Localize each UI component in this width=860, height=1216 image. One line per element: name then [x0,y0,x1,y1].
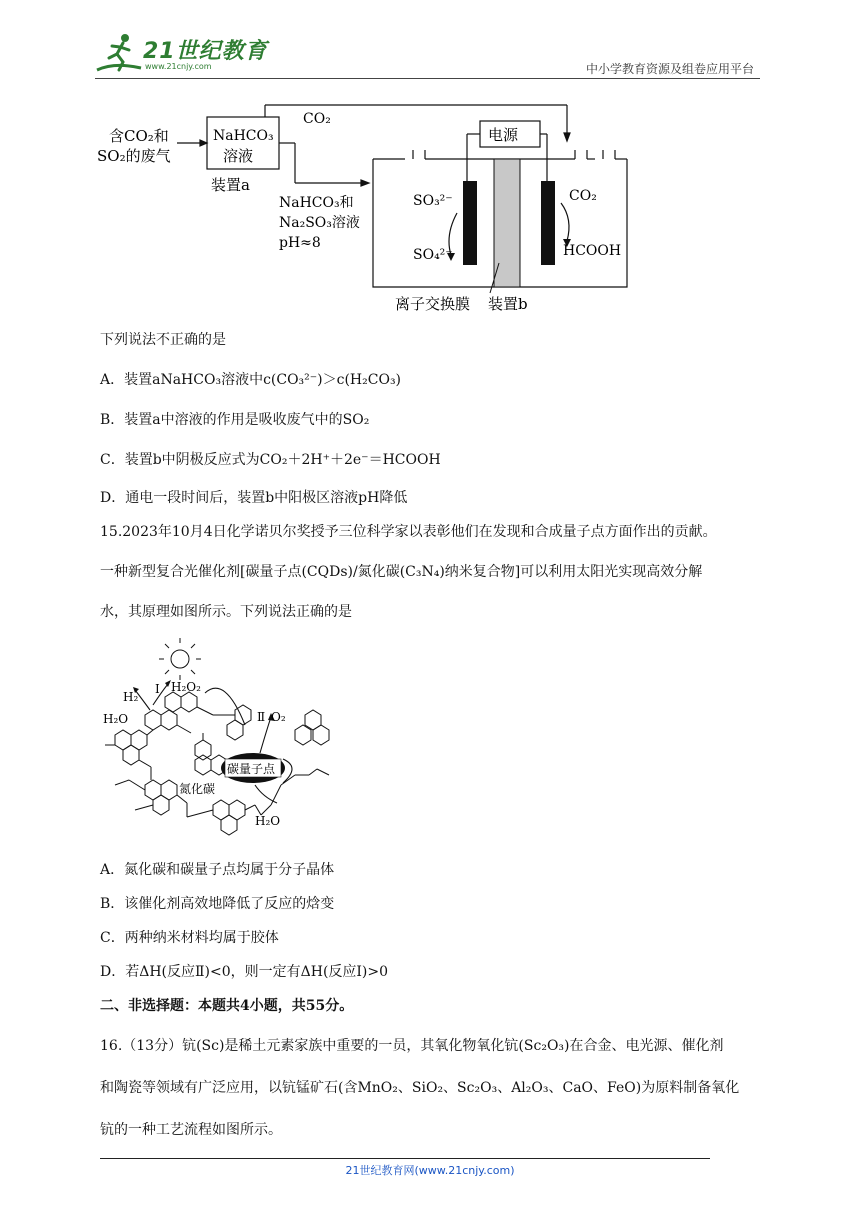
co2-right-label: CO₂ [569,188,597,204]
logo-url: www.21cnjy.com [145,62,212,71]
q15-option-c: C．两种纳米材料均属于胶体 [100,930,279,946]
h2o-bottom-label: H₂O [255,814,281,828]
q15-option-a: A．氮化碳和碳量子点均属于分子晶体 [100,862,335,878]
photocatalyst-diagram [95,635,345,845]
q15-line-1: 15.2023年10月4日化学诺贝尔奖授予三位科学家以表彰他们在发现和合成量子点方面作出的贡献。 [100,524,717,540]
roman-one-label: Ⅰ [155,682,160,696]
header-divider [95,78,760,79]
electrolysis-diagram [95,95,655,320]
sun-icon [159,638,201,680]
logo-name: 21世纪教育 [143,39,268,64]
q16-line-3: 钪的一种工艺流程如图所示。 [100,1122,282,1138]
h2-label: H₂ [123,690,139,704]
roman-two-label: Ⅱ [257,710,266,724]
h2o-left-label: H₂O [103,712,129,726]
device-b-label: 装置b [488,295,528,313]
q14-option-a: A．装置aNaHCO₃溶液中c(CO₃²⁻)＞c(H₂CO₃) [100,372,402,388]
q15-option-b: B．该催化剂高效地降低了反应的焓变 [100,896,335,912]
membrane-label: 离子交换膜 [395,295,471,313]
quantum-dot-label: 碳量子点 [227,762,276,776]
carbon-nitride-label: 氮化碳 [179,782,216,796]
anode-electrode [463,181,477,265]
solution-label-2: Na₂SO₃溶液 [279,215,360,231]
device-a-label: 装置a [211,176,250,194]
waste-gas-label-2: SO₂的废气 [97,147,171,165]
footer-text: 21世纪教育网(www.21cnjy.com) [345,1164,515,1177]
q15-option-d: D．若ΔH(反应Ⅱ)<0，则一定有ΔH(反应Ⅰ)>0 [100,964,389,980]
hcooh-label: HCOOH [563,243,622,259]
h2o2-label: H₂O₂ [171,680,201,694]
carbon-nitride-network [105,692,329,835]
q15-line-2: 一种新型复合光催化剂[碳量子点(CQDs)/氮化碳(C₃N₄)纳米复合物]可以利用太阳光实现高效分解 [100,564,703,580]
q16-line-2: 和陶瓷等领域有广泛应用，以钪锰矿石(含MnO₂、SiO₂、Sc₂O₃、Al₂O₃、CaO、FeO)为原料制备氧化 [100,1080,740,1096]
power-label: 电源 [488,126,519,144]
waste-gas-label-1: 含CO₂和 [109,127,169,145]
cathode-electrode [541,181,555,265]
q14-option-c: C．装置b中阴极反应式为CO₂＋2H⁺＋2e⁻＝HCOOH [100,452,441,468]
header-right-text: 中小学教育资源及组卷应用平台 [585,62,754,76]
so4-label: SO₄²⁻ [413,247,453,263]
page-header [0,0,860,80]
q14-option-d: D．通电一段时间后，装置b中阳极区溶液pH降低 [100,490,408,506]
co2-top-label: CO₂ [303,111,331,127]
q15-line-3: 水，其原理如图所示。下列说法正确的是 [100,604,352,620]
solution-label-1: NaHCO₃和 [279,195,354,211]
o2-label: O₂ [271,710,286,724]
footer-divider [100,1158,710,1159]
box-label-1: NaHCO₃ [213,128,274,144]
so3-label: SO₃²⁻ [413,193,453,209]
q14-option-b: B．装置a中溶液的作用是吸收废气中的SO₂ [100,412,370,428]
box-label-2: 溶液 [223,147,254,165]
q16-line-1: 16.（13分）钪(Sc)是稀土元素家族中重要的一员，其氧化物氧化钪(Sc₂O₃)在合金、电光源、催化剂 [100,1038,724,1054]
q14-prompt: 下列说法不正确的是 [100,332,226,348]
solution-label-3: pH≈8 [279,235,321,251]
logo [95,32,270,82]
section-2-heading: 二、非选择题：本题共4小题，共55分。 [100,998,354,1014]
runner-logo-icon [95,32,145,76]
